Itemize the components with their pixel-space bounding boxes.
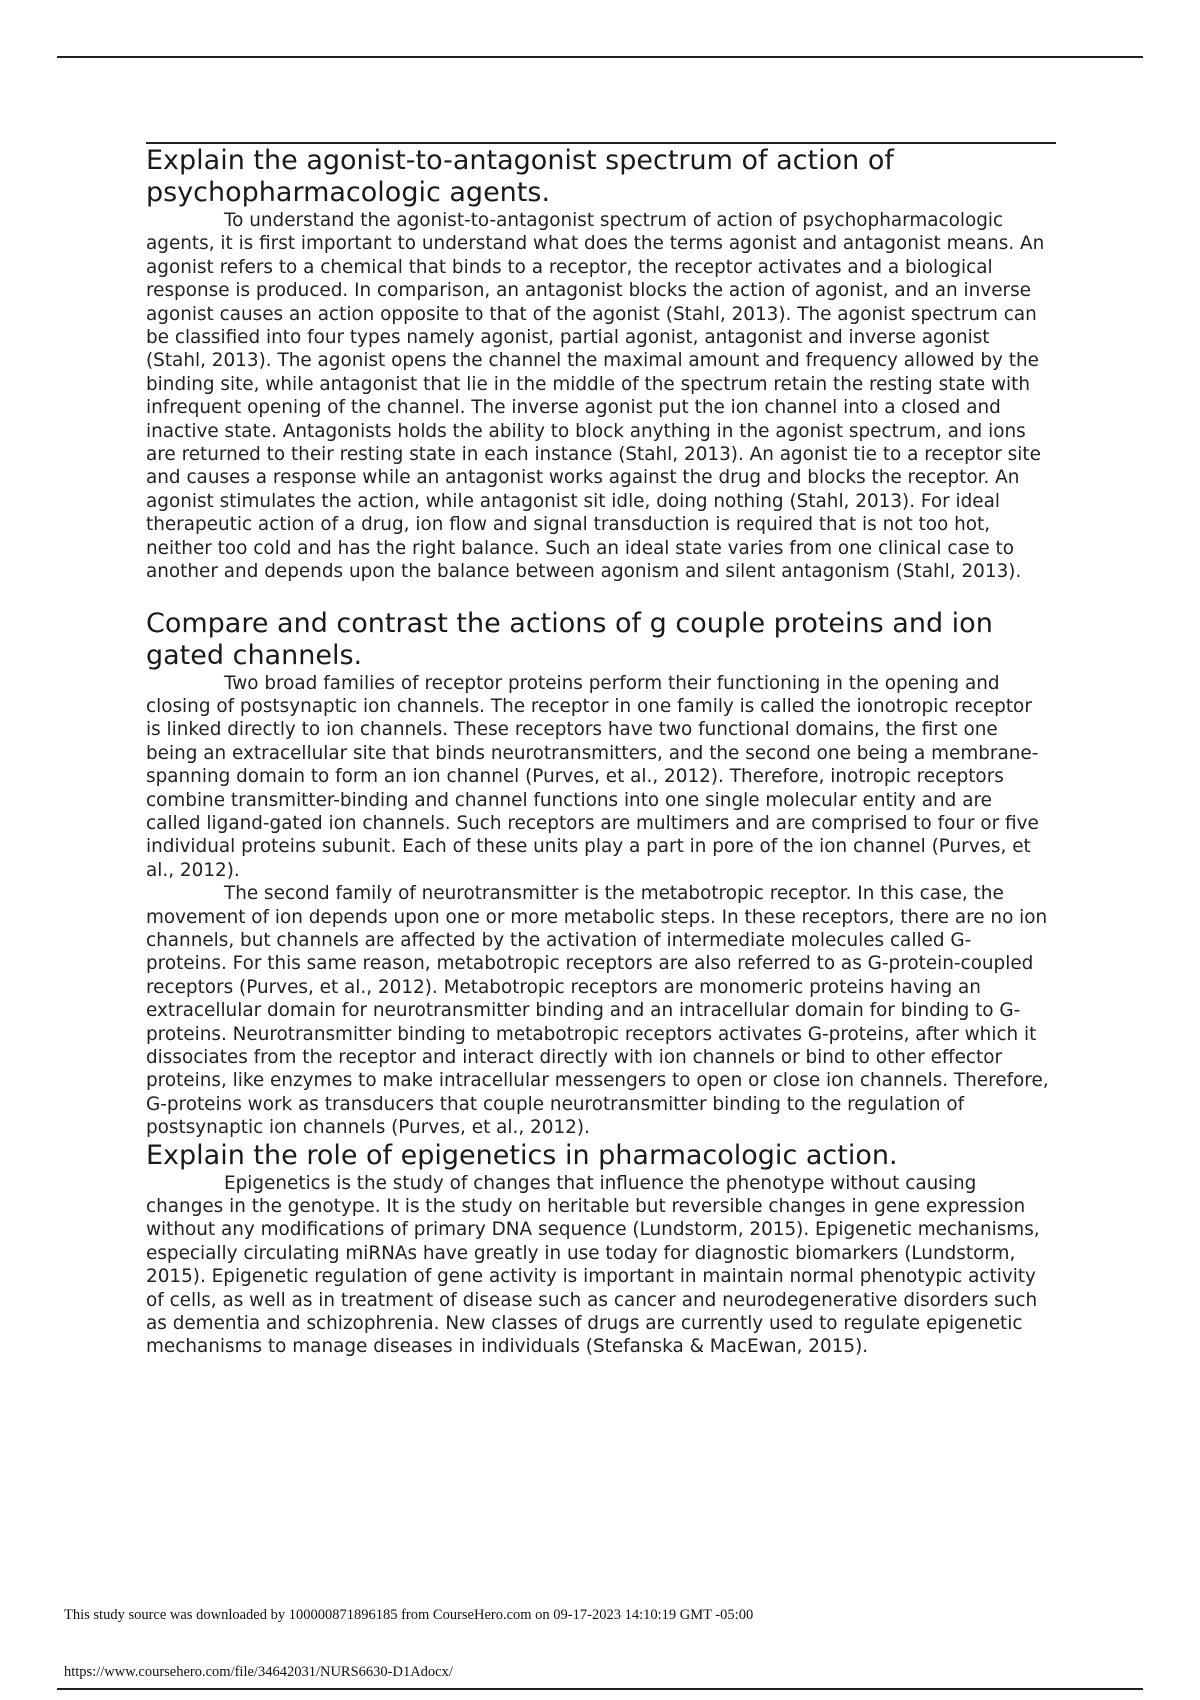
section-heading: Explain the role of epigenetics in pharmacologic action. (146, 1139, 898, 1171)
paragraph: Two broad families of receptor proteins perform their functioning in the opening and closing of postsynaptic ion channels. The receptor in one family is called the ionotropic receptor is linked directly to ion channels. These receptors have two functional domains, the first one being an extracellular site that binds neurotransmitters, and the second one being a membrane-spanning domain to form an ion channel (Purves, et al., 2012). Therefore, inotropic receptors combine transmitter-binding and channel functions into one single molecular entity and are called ligand-gated ion channels. Such receptors are multimers and are comprised to four or five individual proteins subunit. Each of these units play a part in pore of the ion channel (Purves, et al., 2012). (146, 672, 1039, 881)
section-heading: Explain the agonist-to-antagonist spectrum of action of psychopharmacologic agents. (146, 145, 894, 208)
document-body (146, 142, 1051, 1359)
section-g-protein-ion-channels (146, 608, 1051, 1140)
section-epigenetics (146, 1140, 1051, 1359)
source-url-link[interactable]: https://www.coursehero.com/file/34642031/NURS6630-D1Adocx/ (64, 1664, 453, 1680)
paragraph: Epigenetics is the study of changes that influence the phenotype without causing changes in the genotype. It is the study on heritable but reversible changes in gene expression without any modifications of primary DNA sequence (Lundstorm, 2015). Epigenetic mechanisms, especially circulating miRNAs have greatly in use today for diagnostic biomarkers (Lundstorm, 2015). Epigenetic regulation of gene activity is important in maintain normal phenotypic activity of cells, as well as in treatment of disease such as cancer and neurodegenerative disorders such as dementia and schizophrenia. New classes of drugs are currently used to regulate epigenetic mechanisms to manage diseases in individuals (Stefanska & MacEwan, 2015). (146, 1172, 1040, 1358)
paragraph: To understand the agonist-to-antagonist spectrum of action of psychopharmacologic agents, it is first important to understand what does the terms agonist and antagonist means. An agonist refers to a chemical that binds to a receptor, the receptor activates and a biological response is produced. In comparison, an antagonist blocks the action of agonist, and an inverse agonist causes an action opposite to that of the agonist (Stahl, 2013). The agonist spectrum can be classified into four types namely agonist, partial agonist, antagonist and inverse agonist (Stahl, 2013). The agonist opens the channel the maximal amount and frequency allowed by the binding site, while antagonist that lie in the middle of the spectrum retain the resting state with infrequent opening of the channel. The inverse agonist put the ion channel into a closed and inactive state. Antagonists holds the ability to block anything in the agonist spectrum, and ions are returned to their resting state in each instance (Stahl, 2013). An agonist tie to a receptor site and causes a response while an antagonist works against the drug and blocks the receptor. An agonist stimulates the action, while antagonist sit idle, doing nothing (Stahl, 2013). For ideal therapeutic action of a drug, ion flow and signal transduction is required that is not too hot, neither too cold and has the right balance. Such an ideal state varies from one clinical case to another and depends upon the balance between agonism and silent antagonism (Stahl, 2013). (146, 210, 1045, 583)
document-top-rule (146, 142, 1056, 144)
section-heading: Compare and contrast the actions of g couple proteins and ion gated channels. (146, 607, 993, 671)
section-agonist-antagonist (146, 145, 1051, 584)
page-bottom-rule (57, 1688, 1143, 1690)
paragraph: The second family of neurotransmitter is the metabotropic receptor. In this case, the movement of ion depends upon one or more metabolic steps. In these receptors, there are no ion channels, but channels are affected by the activation of intermediate molecules called G-proteins. For this same reason, metabotropic receptors are also referred to as G-protein-coupled receptors (Purves, et al., 2012). Metabotropic receptors are monomeric proteins having an extracellular domain for neurotransmitter binding and an intracellular domain for binding to G-proteins. Neurotransmitter binding to metabotropic receptors activates G-proteins, after which it dissociates from the receptor and interact directly with ion channels or bind to other effector proteins, like enzymes to make intracellular messengers to open or close ion channels. Therefore, G-proteins work as transducers that couple neurotransmitter binding to the regulation of postsynaptic ion channels (Purves, et al., 2012). (146, 883, 1049, 1139)
download-note: This study source was downloaded by 100000871896185 from CourseHero.com on 09-17-2023 14:10:19 GMT -05:00 (64, 1607, 754, 1623)
page-top-rule (57, 56, 1143, 58)
